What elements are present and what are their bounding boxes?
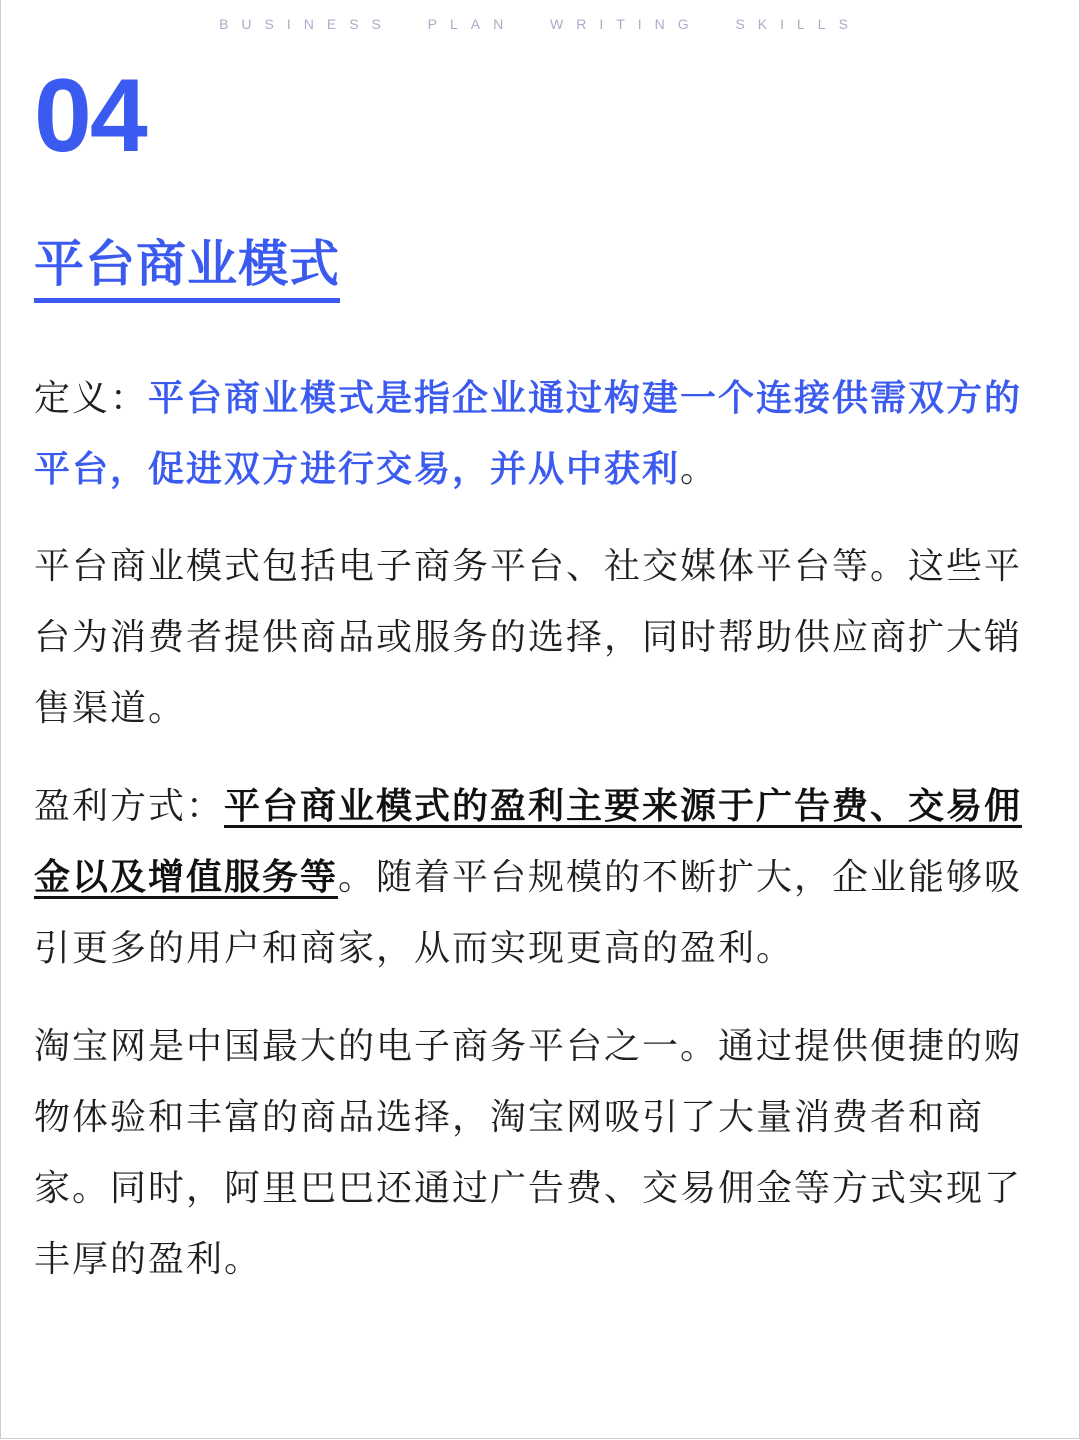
profit-paragraph [34,771,1034,984]
definition-highlight: 平台商业模式是指企业通过构建一个连接供需双方的平台，促进双方进行交易，并从中获利 [34,378,1023,490]
definition-label: 定义： [34,378,149,419]
example-paragraph: 淘宝网是中国最大的电子商务平台之一。通过提供便捷的购物体验和丰富的商品选择，淘宝网吸引了大量消费者和商家。同时，阿里巴巴还通过广告费、交易佣金等方式实现了丰厚的盈利。 [34,1026,1023,1280]
profit-highlight: 平台商业模式的盈利主要来源于广告费、交易佣金以及增值服务等 [34,786,1023,898]
header-tagline: BUSINESS PLAN WRITING SKILLS [219,16,861,32]
section-title: 平台商业模式 [34,232,340,303]
definition-paragraph [34,363,1034,505]
profit-label: 盈利方式： [34,786,225,827]
profit-rest: 。随着平台规模的不断扩大，企业能够吸引更多的用户和商家，从而实现更高的盈利。 [34,857,1023,969]
types-paragraph: 平台商业模式包括电子商务平台、社交媒体平台等。这些平台为消费者提供商品或服务的选择，同时帮助供应商扩大销售渠道。 [34,546,1023,729]
definition-end: 。 [680,449,719,490]
section-number: 04 [34,58,146,174]
